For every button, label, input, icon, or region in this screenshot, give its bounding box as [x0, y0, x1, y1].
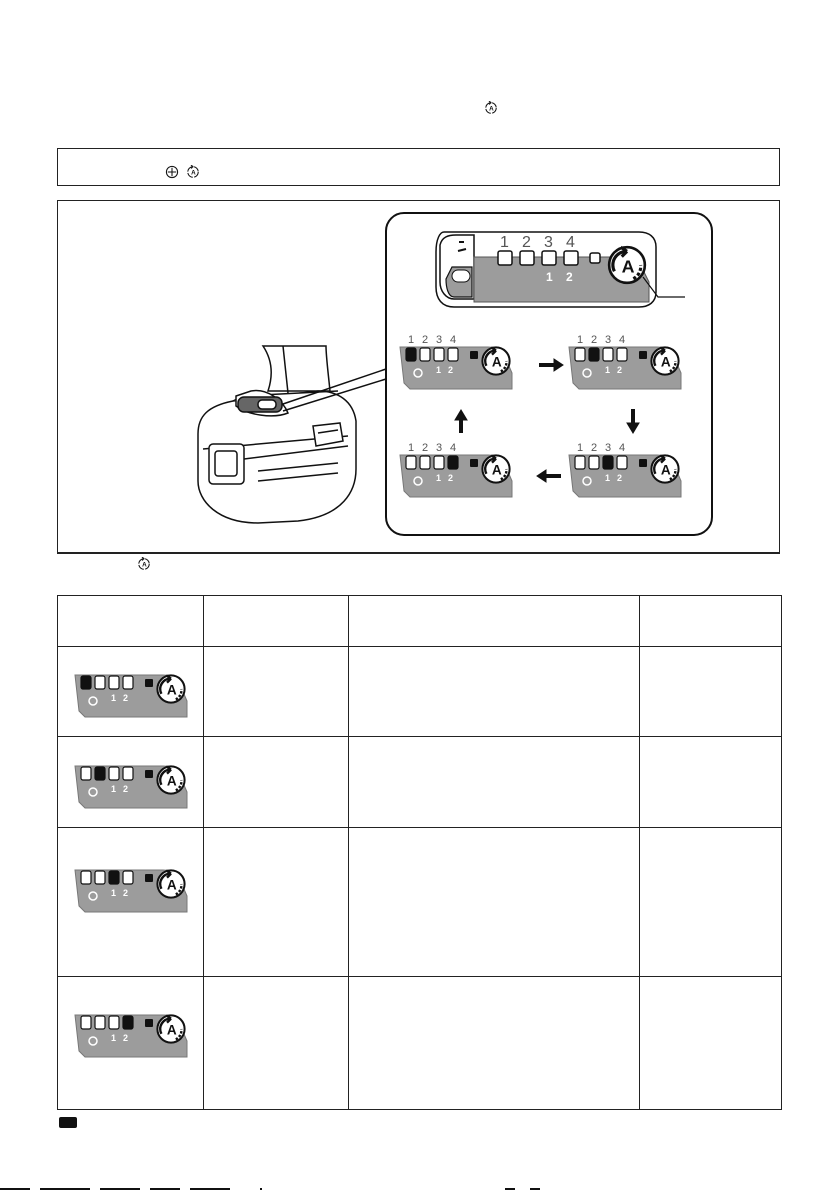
table-header-cell [58, 596, 204, 647]
sub-label: 1 [110, 888, 116, 898]
led-indicator [575, 456, 585, 469]
table-row [58, 828, 782, 977]
table-cell [349, 828, 640, 977]
sub-label: 2 [122, 1033, 128, 1043]
led-indicator [109, 1016, 119, 1029]
led-indicator [420, 456, 430, 469]
mode-panel-icon [69, 748, 193, 812]
tool-drawing [198, 346, 356, 523]
table-cell [349, 737, 640, 828]
led-indicator [123, 871, 133, 884]
table-cell [640, 828, 782, 977]
panel-number: 2 [591, 334, 598, 346]
led-2 [520, 251, 534, 265]
auto-led [639, 351, 647, 359]
panel-cell [58, 647, 204, 737]
table-header-cell [640, 596, 782, 647]
led-indicator [81, 1016, 91, 1029]
led-3 [542, 251, 556, 265]
led-indicator [123, 676, 133, 689]
led-indicator [603, 456, 613, 469]
led-indicator [434, 456, 444, 469]
table-row [58, 647, 782, 737]
auto-button-icon [609, 247, 645, 283]
sub-label: 2 [122, 693, 128, 703]
led-4 [564, 251, 578, 265]
sub-label-1: 1 [546, 270, 553, 284]
panel-number-2: 2 [522, 234, 531, 251]
led-indicator [448, 348, 458, 361]
language-badge [59, 1117, 77, 1128]
led-indicator [406, 456, 416, 469]
panel-number: 4 [619, 334, 626, 346]
sub-label: 1 [436, 365, 442, 375]
panel-number: 4 [450, 334, 457, 346]
auto-led [639, 459, 647, 467]
panel-number: 3 [605, 442, 612, 454]
led-indicator [81, 767, 91, 780]
led-indicator [575, 348, 585, 361]
mode-panel-icon [69, 657, 193, 721]
table-header-cell [349, 596, 640, 647]
led-indicator [123, 1016, 133, 1029]
panel-cell [58, 737, 204, 828]
panel-number: 3 [605, 334, 612, 346]
sub-label: 2 [617, 365, 623, 375]
auto-led [145, 679, 153, 687]
led-indicator [420, 348, 430, 361]
led-indicator [95, 676, 105, 689]
auto-button-icon [157, 870, 184, 897]
auto-led [145, 770, 153, 778]
panel-number: 2 [591, 442, 598, 454]
table-cell [204, 737, 349, 828]
sub-label: 1 [436, 473, 442, 483]
sub-label: 1 [110, 1033, 116, 1043]
led-indicator [81, 676, 91, 689]
panel-number: 4 [619, 442, 626, 454]
panel-number: 3 [436, 334, 443, 346]
table-cell [640, 647, 782, 737]
panel-number-4: 4 [566, 234, 575, 251]
table-cell [640, 977, 782, 1110]
panel-number-1: 1 [500, 234, 509, 251]
led-indicator [617, 348, 627, 361]
large-control-panel [436, 232, 656, 307]
sub-label: 2 [122, 783, 128, 794]
led-indicator [109, 767, 119, 780]
led-indicator [95, 767, 105, 780]
auto-mode-icon [484, 101, 498, 115]
table-header [58, 596, 782, 647]
sub-label-2: 2 [566, 270, 573, 284]
table-cell [349, 647, 640, 737]
led-indicator [81, 871, 91, 884]
table-header-cell [204, 596, 349, 647]
led-indicator [589, 456, 599, 469]
sub-label: 2 [617, 473, 623, 483]
panel-number-3: 3 [544, 234, 553, 251]
led-indicator [95, 871, 105, 884]
led-indicator [109, 871, 119, 884]
sub-label: 2 [122, 888, 128, 898]
auto-led [470, 459, 478, 467]
mode-table [57, 595, 782, 1110]
figure [57, 200, 780, 554]
panel-cell [58, 828, 204, 977]
auto-button-icon [651, 347, 678, 374]
auto-led [145, 1019, 153, 1027]
table-cell [204, 647, 349, 737]
auto-mode-icon [137, 557, 151, 571]
sub-label: 1 [605, 365, 611, 375]
panel-cell [58, 977, 204, 1110]
auto-led [470, 351, 478, 359]
sub-label: 2 [448, 365, 454, 375]
panel-number: 2 [422, 442, 429, 454]
panel-number: 3 [436, 442, 443, 454]
led-1 [498, 251, 512, 265]
led-indicator [109, 676, 119, 689]
panel-number: 1 [577, 442, 584, 454]
auto-button-icon [651, 455, 678, 482]
table-cell [640, 737, 782, 828]
panel-number: 1 [408, 334, 415, 346]
led-indicator [603, 348, 613, 361]
auto-led [145, 874, 153, 882]
crop-marks [0, 1186, 840, 1192]
auto-mode-icon [186, 165, 200, 179]
note-box [57, 148, 780, 186]
auto-led [590, 253, 600, 263]
auto-button-icon [157, 675, 184, 702]
sub-label: 1 [605, 473, 611, 483]
mode-panel-icon [69, 852, 193, 916]
table-cell [204, 828, 349, 977]
panel-number: 1 [577, 334, 584, 346]
figure-illustration [58, 201, 779, 552]
auto-button-icon [482, 455, 509, 482]
auto-button-icon [482, 347, 509, 374]
led-indicator [95, 1016, 105, 1029]
table-cell [349, 977, 640, 1110]
led-indicator [617, 456, 627, 469]
light-mode-icon [165, 165, 179, 179]
led-indicator [589, 348, 599, 361]
mode-panel-icon [69, 997, 193, 1061]
table-row [58, 977, 782, 1110]
led-indicator [123, 767, 133, 780]
auto-button-icon [157, 1015, 184, 1042]
sub-label: 1 [110, 693, 116, 703]
led-indicator [434, 348, 444, 361]
led-indicator [406, 348, 416, 361]
sub-label: 2 [448, 473, 454, 483]
panel-number: 4 [450, 442, 457, 454]
sub-label: 1 [110, 783, 116, 794]
auto-button-icon [157, 766, 184, 793]
panel-number: 2 [422, 334, 429, 346]
led-indicator [448, 456, 458, 469]
panel-number: 1 [408, 442, 415, 454]
table-cell [204, 977, 349, 1110]
table-row [58, 737, 782, 828]
